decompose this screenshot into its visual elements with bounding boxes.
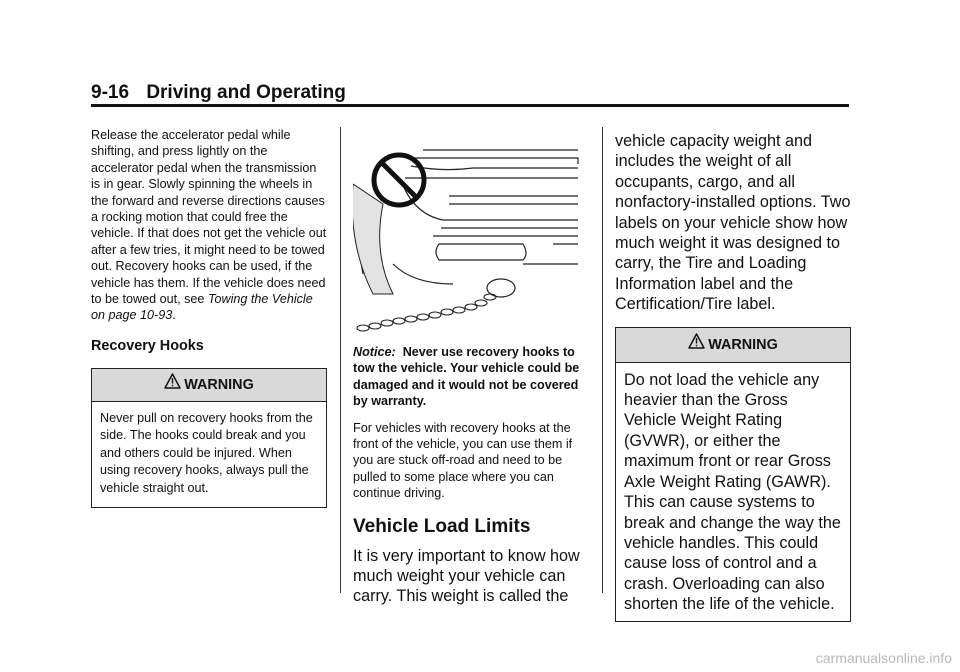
load-limits-continued: vehicle capacity weight and includes the weight of all occupants, cargo, and all nonfactory-installed options. Two labels on your vehicle show how much weight it was designed to carry, the Tire and Loading Information label and the Certification/Tire label. bbox=[615, 132, 851, 314]
vehicle-load-limits-heading: Vehicle Load Limits bbox=[353, 515, 531, 537]
intro-end: . bbox=[172, 308, 176, 323]
recovery-hooks-heading: Recovery Hooks bbox=[91, 337, 204, 354]
page-number: 9-16 bbox=[91, 82, 130, 103]
warning-title: WARNING bbox=[708, 336, 778, 353]
warning-header bbox=[616, 328, 850, 363]
notice-block bbox=[353, 344, 589, 410]
notice-text: Never use recovery hooks to tow the vehicle. Your vehicle could be damaged and it would not be covered by warranty. bbox=[353, 345, 580, 409]
intro-paragraph bbox=[91, 127, 327, 324]
header-rule bbox=[91, 104, 849, 107]
page-header bbox=[91, 82, 849, 104]
warning-title: WARNING bbox=[184, 376, 254, 393]
column-2 bbox=[353, 127, 589, 607]
warning-text: Never pull on recovery hooks from the side. The hooks could break and you and others could be injured. When using recovery hooks, always pull the vehicle straight out. bbox=[100, 410, 313, 495]
towing-reference-link[interactable]: Towing the Vehicle on page 10-93 bbox=[91, 292, 313, 323]
warning-text: Do not load the vehicle any heavier than the Gross Vehicle Weight Rating (GVWR), or either the maximum front or rear Gross Axle Weight Rating (GAWR). This can cause systems to break and change the way the vehicle handles. This could cause loss of control and a crash. Overloading can also shorten the life of the vehicle. bbox=[624, 370, 841, 614]
column-3 bbox=[615, 127, 851, 622]
intro-text: Release the accelerator pedal while shifting, and press lightly on the accelerator pedal when the transmission is in gear. Slowly spinning the wheels in the forward and reverse directions causes a rocking motion that could free the vehicle. If that does not get the vehicle out after a few tries, it might need to be towed out. Recovery hooks can be used, if the vehicle has them. If the vehicle does need to be towed out, see bbox=[91, 128, 327, 307]
recovery-hooks-paragraph: For vehicles with recovery hooks at the front of the vehicle, you can use them if you are stuck off-road and need to be pulled to some place where you can continue driving. bbox=[353, 420, 573, 501]
warning-triangle-icon bbox=[688, 328, 705, 362]
chapter-title: Driving and Operating bbox=[146, 82, 346, 103]
warning-triangle-icon bbox=[164, 369, 181, 401]
load-limits-intro: It is very important to know how much weight your vehicle can carry. This weight is called the bbox=[353, 546, 580, 606]
column-1 bbox=[91, 127, 327, 508]
notice-label: Notice: bbox=[353, 345, 396, 359]
recovery-hook-illustration bbox=[353, 144, 589, 336]
warning-box-load bbox=[615, 327, 851, 622]
warning-header bbox=[92, 369, 326, 402]
column-divider-1 bbox=[340, 127, 341, 593]
column-divider-2 bbox=[602, 127, 603, 593]
warning-box-hooks bbox=[91, 368, 327, 509]
watermark: carmanualsonline.info bbox=[815, 650, 952, 666]
